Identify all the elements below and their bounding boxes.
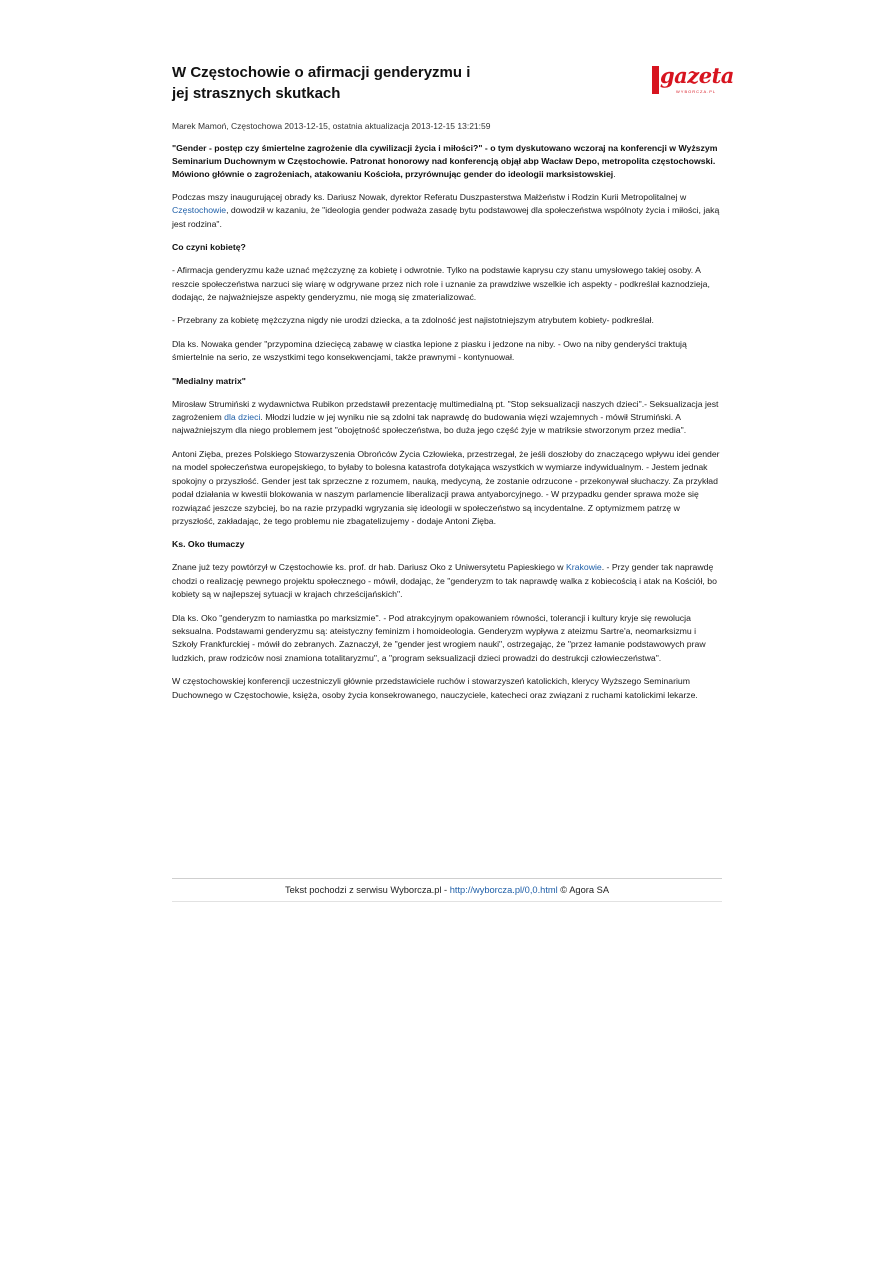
paragraph-2: - Afirmacja genderyzmu każe uznać mężczyznę za kobietę i odwrotnie. Tylko na podstawie kaprysu czy stanu umysłowego takiej osoby. A reszcie społeczeństwa narzuci się wiarę w odgrywane przez nich role i uznanie za prawdziwe wszelkie ich aspekty - podkreślał kaznodzieja, dodając, że najważniejsze aspekty genderyzmu, nie mogą się zmaterializować. xyxy=(172,265,710,303)
paragraph-4: Dla ks. Nowaka gender "przypomina dziecięcą zabawę w ciastka lepione z piasku i jedzone na niby. - Owo na niby genderyści traktują śmiertelnie na serio, ze wszystkimi tego konsekwencjami, także prawnymi - kontynuował. xyxy=(172,338,687,363)
footer-text-a: Tekst pochodzi z serwisu Wyborcza.pl - xyxy=(284,885,450,895)
paragraph-3: - Przebrany za kobietę mężczyzna nigdy nie urodzi dziecka, a ta zdolność jest najistotniejszym atrybutem kobiety- podkreślał. xyxy=(172,315,654,326)
link-dla-dzieci[interactable]: dla dzieci xyxy=(224,412,261,423)
footer xyxy=(172,878,722,902)
gazeta-logo[interactable] xyxy=(652,63,734,94)
link-czestochowie[interactable]: Częstochowie xyxy=(172,205,227,216)
logo-subtitle: WYBORCZA.PL xyxy=(676,89,717,94)
logo-word: gazeta xyxy=(660,63,734,88)
paragraph-7-text-a: Znane już tezy powtórzył w Częstochowie ks. prof. dr hab. Dariusz Oko z Uniwersytetu Papieskiego w xyxy=(172,562,566,573)
paragraph-5-text-b: . Młodzi ludzie w jej wyniku nie są zdolni tak naprawdę do budowania więzi wzajemnych - mówił Strumiński. A najważniejszym dla niego problemem jest "obojętność społeczeństwa, bo duża jego część żyje w matriksie stworzonym przez media". xyxy=(172,412,687,436)
title-line-2: jej strasznych skutkach xyxy=(172,85,341,102)
footer-link[interactable]: http://wyborcza.pl/0,0.html xyxy=(449,885,558,895)
paragraph-1 xyxy=(172,191,722,231)
logo-red-bar xyxy=(652,66,659,94)
paragraph-8: Dla ks. Oko "genderyzm to namiastka po marksizmie". - Pod atrakcyjnym opakowaniem równości, tolerancji i kultury kryje się rewolucja seksualna. Podstawami genderyzmu są: ateistyczny feminizm i homoideologia. Genderyzm wypływa z ateizmu Sartre'a, neomarksizmu i Szkoły Frankfurckiej - mówił do zebranych. Zaznaczył, że "gender jest wrogiem nauki", ostrzegając, że "przez łamanie podstawowych praw ludzkich, praw rodziców nosi znamiona totalitaryzmu", a "program seksualizacji dzieci prowadzi do destrukcji człowieczeństwa". xyxy=(172,612,706,663)
lead-paragraph xyxy=(172,142,722,181)
paragraph-6: Antoni Zięba, prezes Polskiego Stowarzyszenia Obrońców Życia Człowieka, przestrzegał, że jeśli doszłoby do znaczącego wpływu idei gender na model społeczeństwa europejskiego, to byłaby to bolesna katastrofa dotykająca wszystkich w wymiarze indywidualnym. - Jestem jednak spokojny o przyszłość. Gender jest tak sprzeczne z rozumem, nauką, medycyną, że zostanie odrzucone - przekonywał słuchaczy. Za przykład podał działania w kwestii blokowania w naszym parlamencie liberalizacji prawa antyaborcyjnego. - W przypadku gender sprawa może się rozwiązać jeszcze szybciej, bo na razie przypadki wgryzania się ideologii w społeczeństwo są incydentalne. Z optymizmem patrzę w przyszłość, zakładając, że tego problemu nie zbagatelizujemy - dodaje Antoni Zięba. xyxy=(172,448,720,526)
subheading-medialny-matrix: "Medialny matrix" xyxy=(172,375,246,386)
paragraph-9: W częstochowskiej konferencji uczestniczyli głównie przedstawiciele ruchów i stowarzyszeń katolickich, klerycy Wyższego Seminarium Duchownego w Częstochowie, księża, osoby życia konsekrowanego, nauczyciele, katecheci oraz związani z ruchami katolickimi lekarze. xyxy=(172,676,698,700)
paragraph-5-text-a: Mirosław Strumiński z wydawnictwa Rubikon przedstawił prezentację multimedialną pt. "Stop seksualizacji naszych dzieci".- Seksualizacja jest zagrożeniem xyxy=(172,398,719,423)
paragraph-1-text-b: , dowodził w kazaniu, że "ideologia gender podważa zasadę bytu podstawowej dla społeczeństwa wspólnoty życia i miłości, jaką jest rodzina". xyxy=(172,205,720,229)
paragraph-7-text-b: . - Przy gender tak naprawdę chodzi o realizację pewnego projektu społecznego - mówił, dodając, że "genderyzm to tak naprawdę walka z kobiecością i atak na Kościół, bo kobiety są w najlepszej sytuacji w krajach chrześcijańskich". xyxy=(172,562,717,600)
footer-text-b: © Agora SA xyxy=(557,885,610,895)
subheading-ks-oko: Ks. Oko tłumaczy xyxy=(172,539,245,550)
paragraph-5 xyxy=(172,398,722,438)
article xyxy=(172,62,734,702)
article-title xyxy=(172,62,532,104)
title-line-1: W Częstochowie o afirmacji genderyzmu i xyxy=(172,64,471,81)
paragraph-7 xyxy=(172,561,722,601)
subheading-co-czyni-kobiete: Co czyni kobietę? xyxy=(172,242,246,253)
lead-end: . xyxy=(613,169,616,179)
lead-text: "Gender - postęp czy śmiertelne zagrożenie dla cywilizacji życia i miłości?" - o tym dyskutowano wczoraj na konferencji w Wyższym Seminarium Duchownym w Częstochowie. Patronat honorowy nad konferencją objął abp Wacław Depo, metropolita częstochowski. Mówiono głównie o zagrożeniach, atakowaniu Kościoła, przyrównując gender do ideologii marksistowskiej xyxy=(172,143,718,179)
paragraph-1-text-a: Podczas mszy inaugurującej obrady ks. Dariusz Nowak, dyrektor Referatu Duszpasterstwa Małżeństw i Rodzin Kurii Metropolitalnej w xyxy=(172,192,687,202)
byline: Marek Mamoń, Częstochowa 2013-12-15, ostatnia aktualizacja 2013-12-15 13:21:59 xyxy=(172,121,491,131)
link-krakowie[interactable]: Krakowie xyxy=(566,562,602,573)
